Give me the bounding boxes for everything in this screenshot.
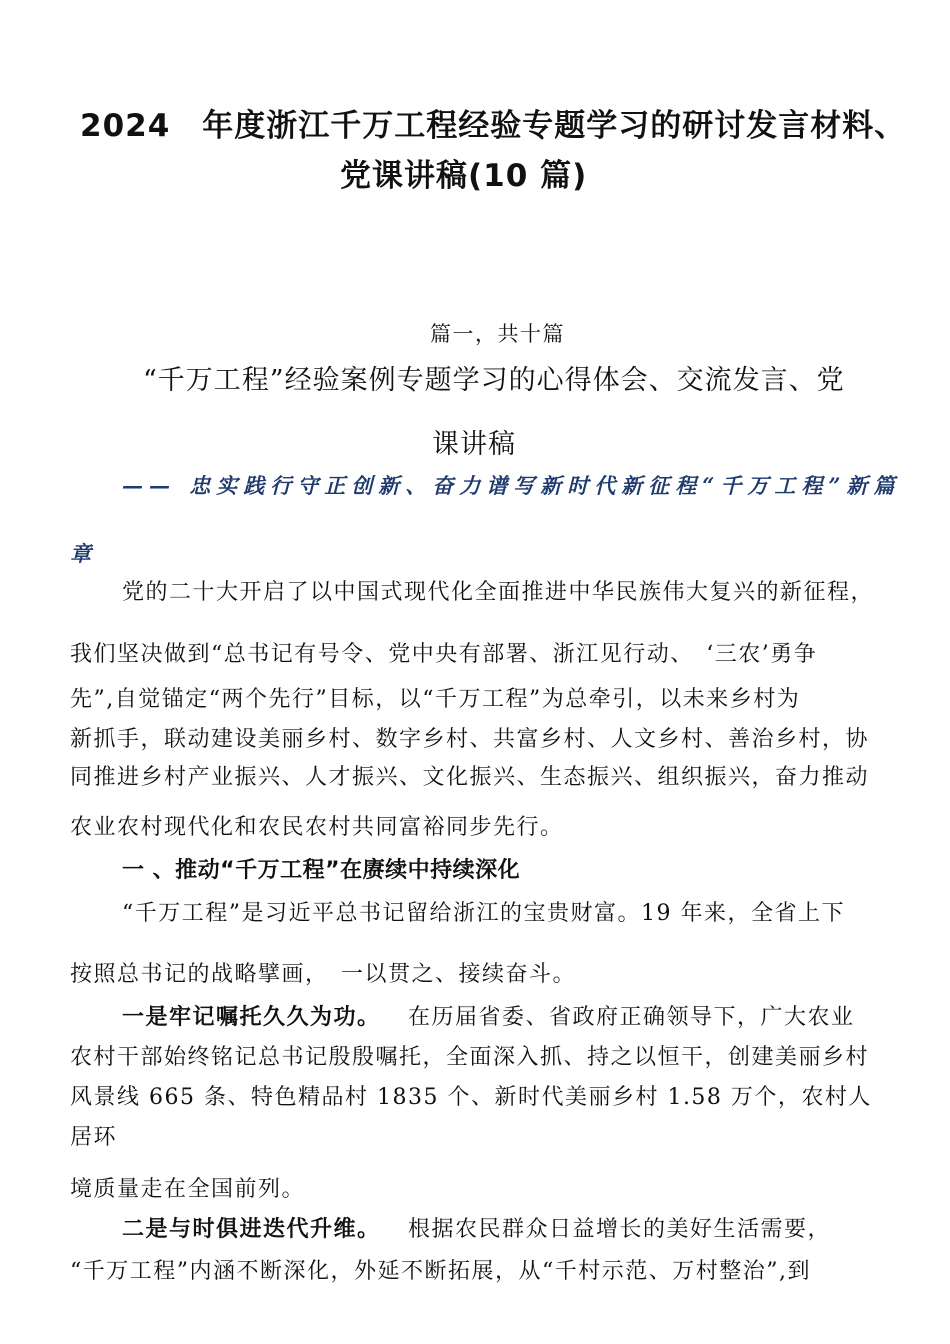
section-label: 篇一，共十篇 [430, 322, 565, 346]
document-title-line-2: 党课讲稿(10 篇) [340, 158, 588, 194]
section-title-line-1: “千万工程”经验案例专题学习的心得体会、交流发言、党 [143, 365, 845, 396]
paragraph-line: 农业农村现代化和农民农村共同富裕同步先行。 [70, 815, 564, 840]
point-lead: 二是与时俱进迭代升维。 [122, 1216, 381, 1242]
paragraph-line: 居环 [70, 1125, 118, 1150]
paragraph-line: “千万工程”是习近平总书记留给浙江的宝贵财富。19 年来，全省上下 [122, 901, 845, 926]
paragraph-line: 按照总书记的战略擘画， 一以贯之、接续奋斗。 [70, 962, 577, 987]
point-lead: 一是牢记嘱托久久为功。 [122, 1004, 381, 1030]
document-title-line-1: 2024 年度浙江千万工程经验专题学习的研讨发言材料、 [80, 108, 907, 144]
paragraph-line: 新抓手，联动建设美丽乡村、数字乡村、共富乡村、人文乡村、善治乡村，协 [70, 727, 870, 752]
paragraph-line: “千万工程”内涵不断深化，外延不断拓展，从“千村示范、万村整治”,到 [70, 1259, 811, 1284]
paragraph-line: 先”,自觉锚定“两个先行”目标，以“千万工程”为总牵引，以未来乡村为 [70, 687, 801, 712]
paragraph-line: 党的二十大开启了以中国式现代化全面推进中华民族伟大复兴的新征程， [122, 580, 875, 605]
subtitle-line-2: 章 [70, 541, 97, 566]
paragraph-line: 风景线 665 条、特色精品村 1835 个、新时代美丽乡村 1.58 万个，农村人 [70, 1085, 872, 1110]
paragraph-line: 同推进乡村产业振兴、人才振兴、文化振兴、生态振兴、组织振兴，奋力推动 [70, 765, 870, 790]
section-heading: 一 、推动“千万工程”在赓续中持续深化 [122, 858, 521, 883]
subtitle-line-1: —— 忠实践行守正创新、奋力谱写新时代新征程“千万工程”新篇 [122, 473, 901, 498]
paragraph-line: 在历届省委、省政府正确领导下，广大农业 [408, 1005, 855, 1030]
paragraph-line: 根据农民群众日益增长的美好生活需要， [408, 1217, 832, 1242]
paragraph-line: 农村干部始终铭记总书记殷殷嘱托，全面深入抓、持之以恒干，创建美丽乡村 [70, 1045, 870, 1070]
section-title-line-2: 课讲稿 [432, 429, 516, 460]
paragraph-line: 我们坚决做到“总书记有号令、党中央有部署、浙江见行动、 ‘三农’勇争 [70, 642, 818, 667]
paragraph-line: 境质量走在全国前列。 [70, 1177, 306, 1202]
